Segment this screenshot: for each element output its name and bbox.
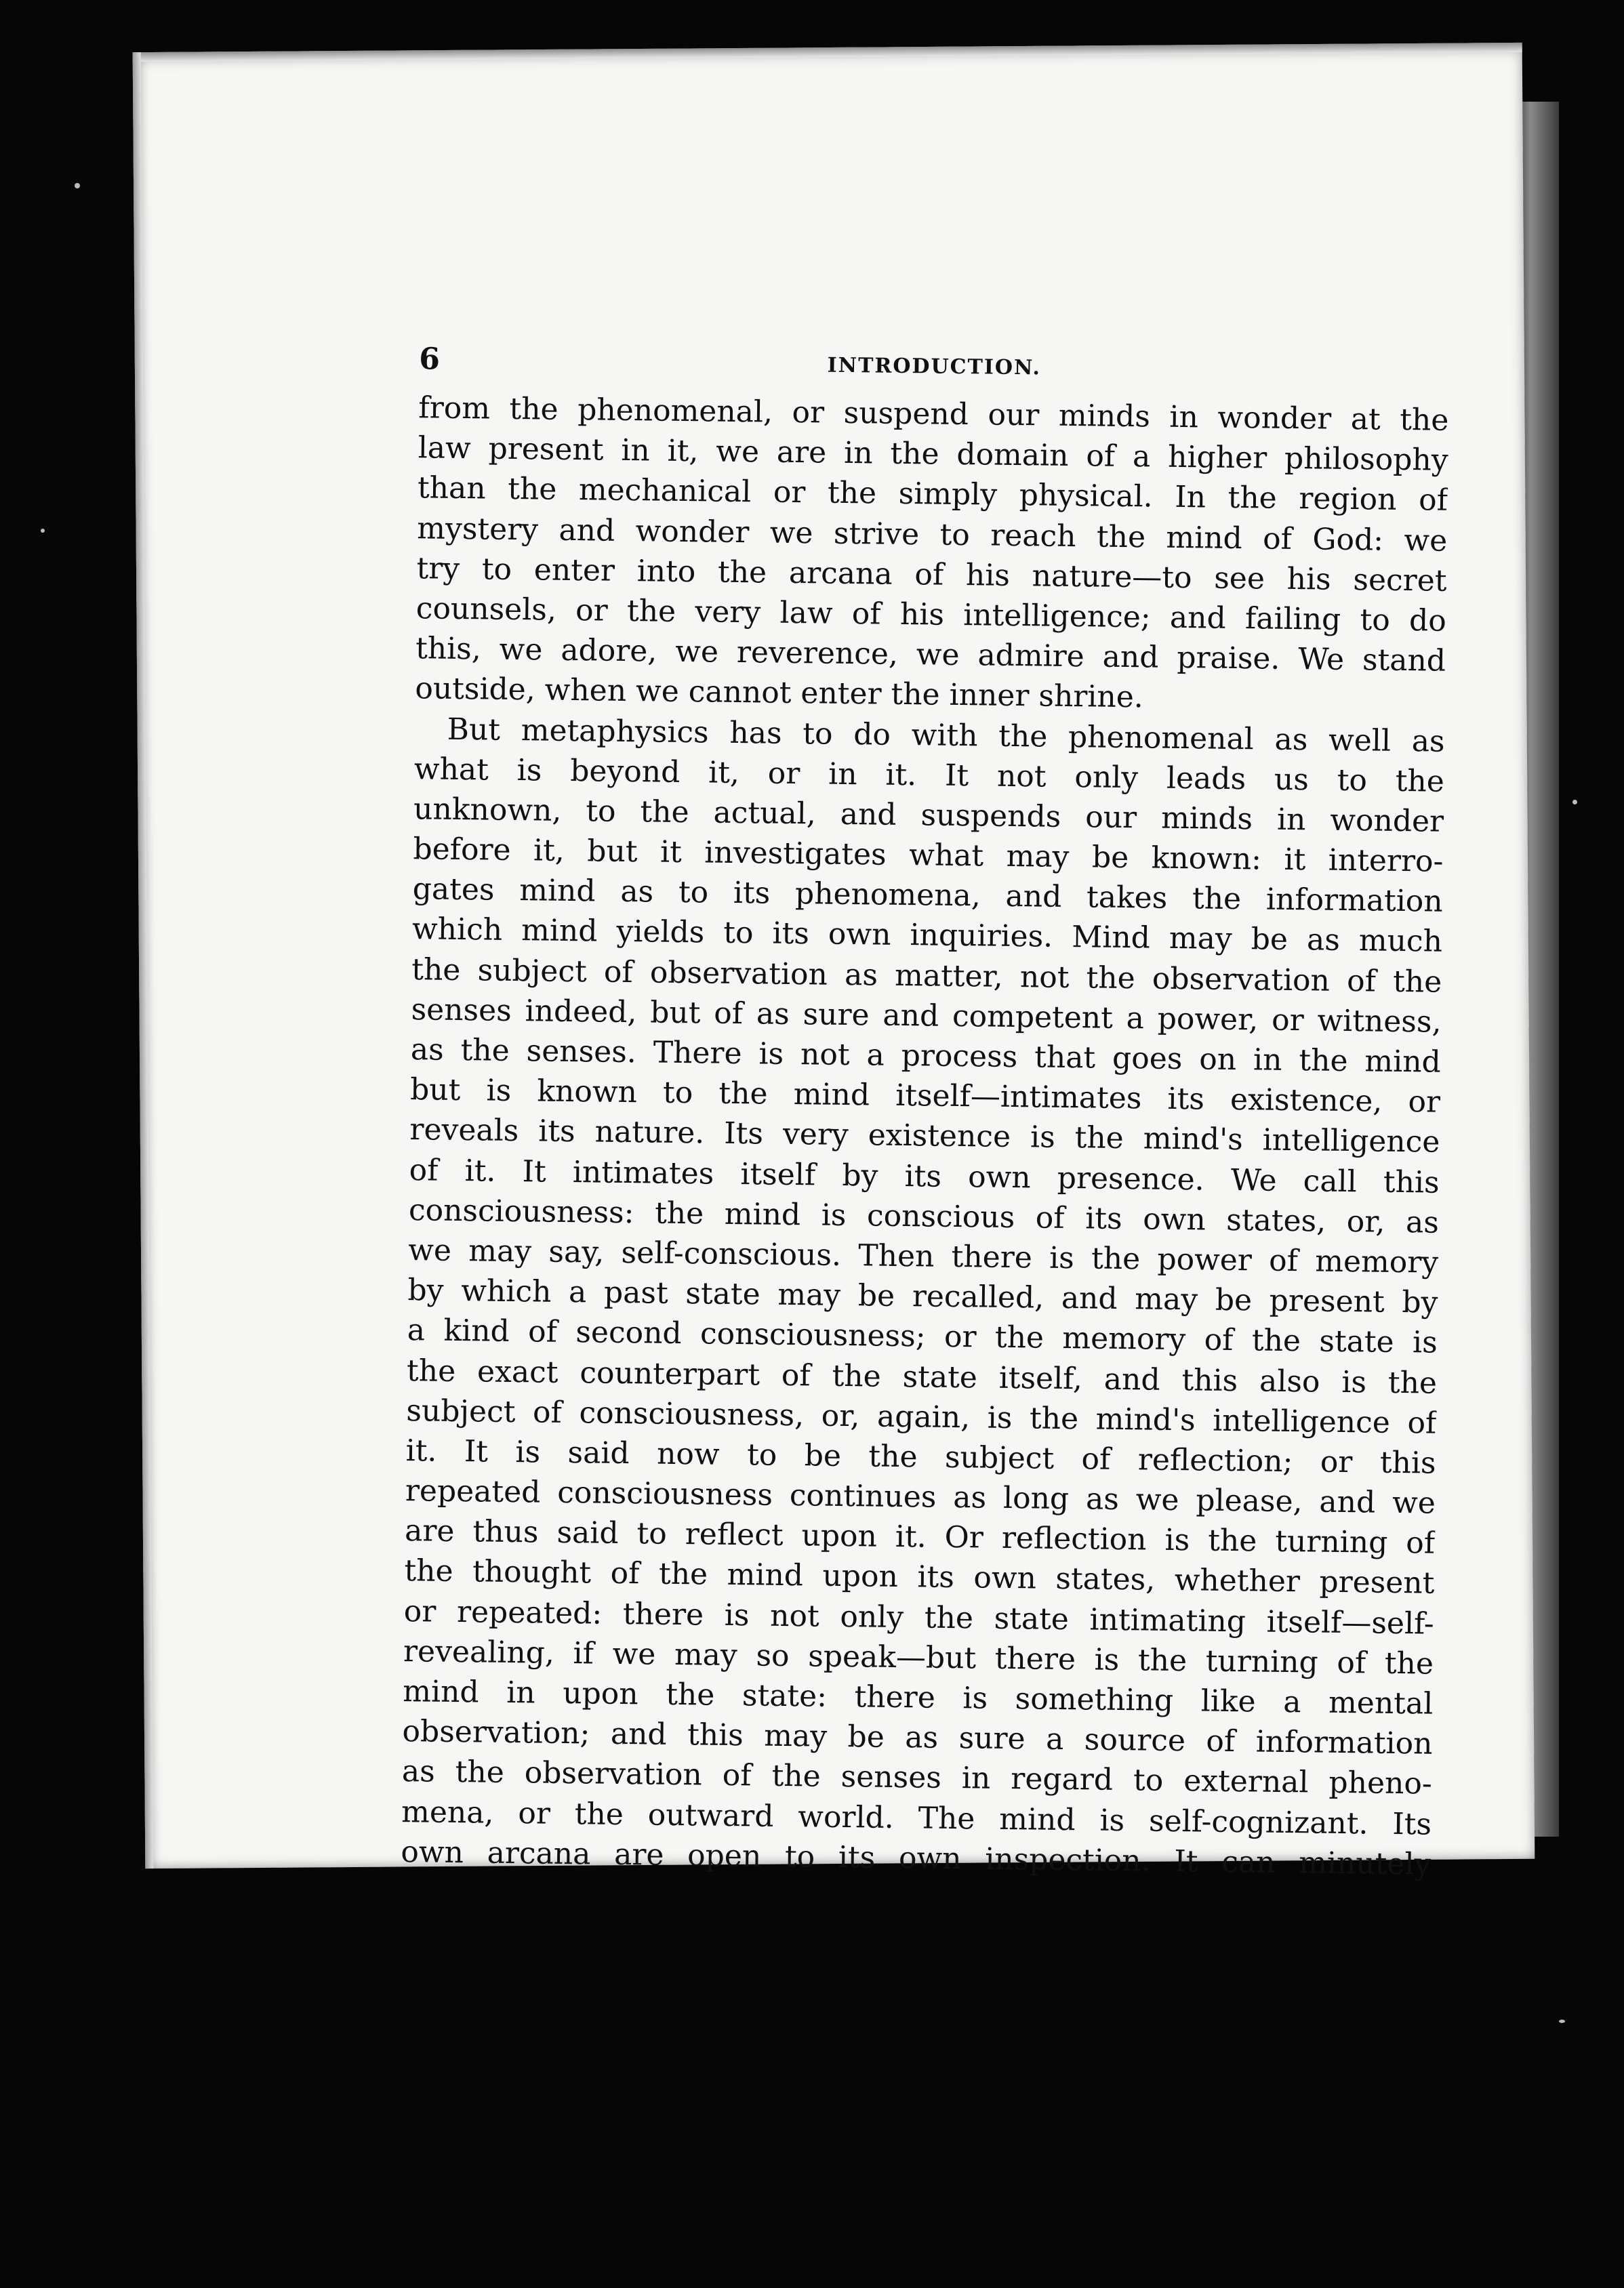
text-line: what is beyond it, or in it. It not only leads us to the	[413, 751, 1445, 799]
text-line: than the mechanical or the simply physical. In the region of	[417, 470, 1448, 518]
running-head-title: INTRODUCTION.	[827, 353, 1042, 380]
text-line: outside, when we cannot enter the inner shrine.	[415, 671, 1144, 715]
page-number: 6	[419, 342, 441, 377]
text-line: mind in upon the state: there is something like a mental	[403, 1674, 1434, 1721]
text-line: before it, but it investigates what may be known: it interro-	[413, 832, 1444, 879]
text-line: a kind of second consciousness; or the memory of the state is	[407, 1313, 1438, 1361]
text-line: of it. It intimates itself by its own presence. We call this	[409, 1152, 1440, 1200]
text-line: as the observation of the senses in regard to external pheno-	[401, 1754, 1433, 1802]
dust-speck	[75, 183, 80, 188]
text-block	[401, 342, 1449, 1884]
text-line: or repeated: there is not only the state intimating itself—self-	[403, 1593, 1434, 1641]
dust-speck	[1572, 800, 1577, 804]
text-line: counsels, or the very law of his intelligence; and failing to do	[415, 591, 1447, 638]
text-line: which mind yields to its own inquiries. Mind may be as much	[411, 912, 1443, 960]
text-line: the subject of observation as matter, not the observation of the	[411, 952, 1442, 1000]
text-line: mena, or the outward world. The mind is self-cognizant. Its	[401, 1794, 1432, 1842]
text-line: but is known to the mind itself—intimates its existence, or	[409, 1072, 1441, 1120]
text-line: from the phenomenal, or suspend our minds in wonder at the	[418, 390, 1449, 438]
page-top-edge	[133, 43, 1522, 62]
text-line: reveals its nature. Its very existence is the mind's intelligence	[409, 1112, 1440, 1160]
text-line: gates mind as to its phenomena, and takes the information	[412, 872, 1443, 920]
text-line: repeated consciousness continues as long as we please, and we	[405, 1473, 1436, 1521]
text-line: try to enter into the arcana of his nature—to see his secret	[416, 550, 1447, 598]
text-line: it. It is said now to be the subject of reflection; or this	[405, 1433, 1436, 1481]
text-line: subject of consciousness, or, again, is the mind's intelligence of	[406, 1393, 1437, 1441]
page-left-edge	[133, 52, 154, 1868]
text-line: are thus said to reflect upon it. Or reflection is the turning of	[404, 1513, 1436, 1561]
text-line: mystery and wonder we strive to reach the mind of God: we	[416, 510, 1448, 558]
text-line: senses indeed, but of as sure and competent a power, or witness,	[411, 992, 1442, 1040]
dust-speck	[1559, 2020, 1565, 2023]
text-line: observation; and this may be as sure a source of information	[402, 1714, 1433, 1761]
dust-speck	[41, 529, 45, 533]
text-line: we may say, self-conscious. Then there is the power of memory	[407, 1233, 1439, 1280]
book-page	[133, 43, 1535, 1882]
text-line: revealing, if we may so speak—but there is the turning of the	[403, 1633, 1434, 1681]
text-line: law present in it, we are in the domain of a higher philosophy	[418, 430, 1448, 478]
text-line: But metaphysics has to do with the phenomenal as well as	[447, 712, 1445, 759]
text-line: as the senses. There is not a process that goes on in the mind	[410, 1032, 1442, 1080]
text-line: own arcana are open to its own inspection. It can minutely	[401, 1834, 1432, 1882]
text-line: consciousness: the mind is conscious of its own states, or, as	[408, 1192, 1440, 1240]
text-line: the exact counterpart of the state itself, and this also is the	[406, 1353, 1438, 1401]
text-line: by which a past state may be recalled, and may be present by	[407, 1273, 1438, 1320]
text-line: this, we adore, we reverence, we admire and praise. We stand	[415, 631, 1446, 678]
text-line: unknown, to the actual, and suspends our minds in wonder	[413, 792, 1444, 839]
running-head	[419, 342, 1450, 395]
text-line: the thought of the mind upon its own states, whether present	[404, 1553, 1435, 1601]
